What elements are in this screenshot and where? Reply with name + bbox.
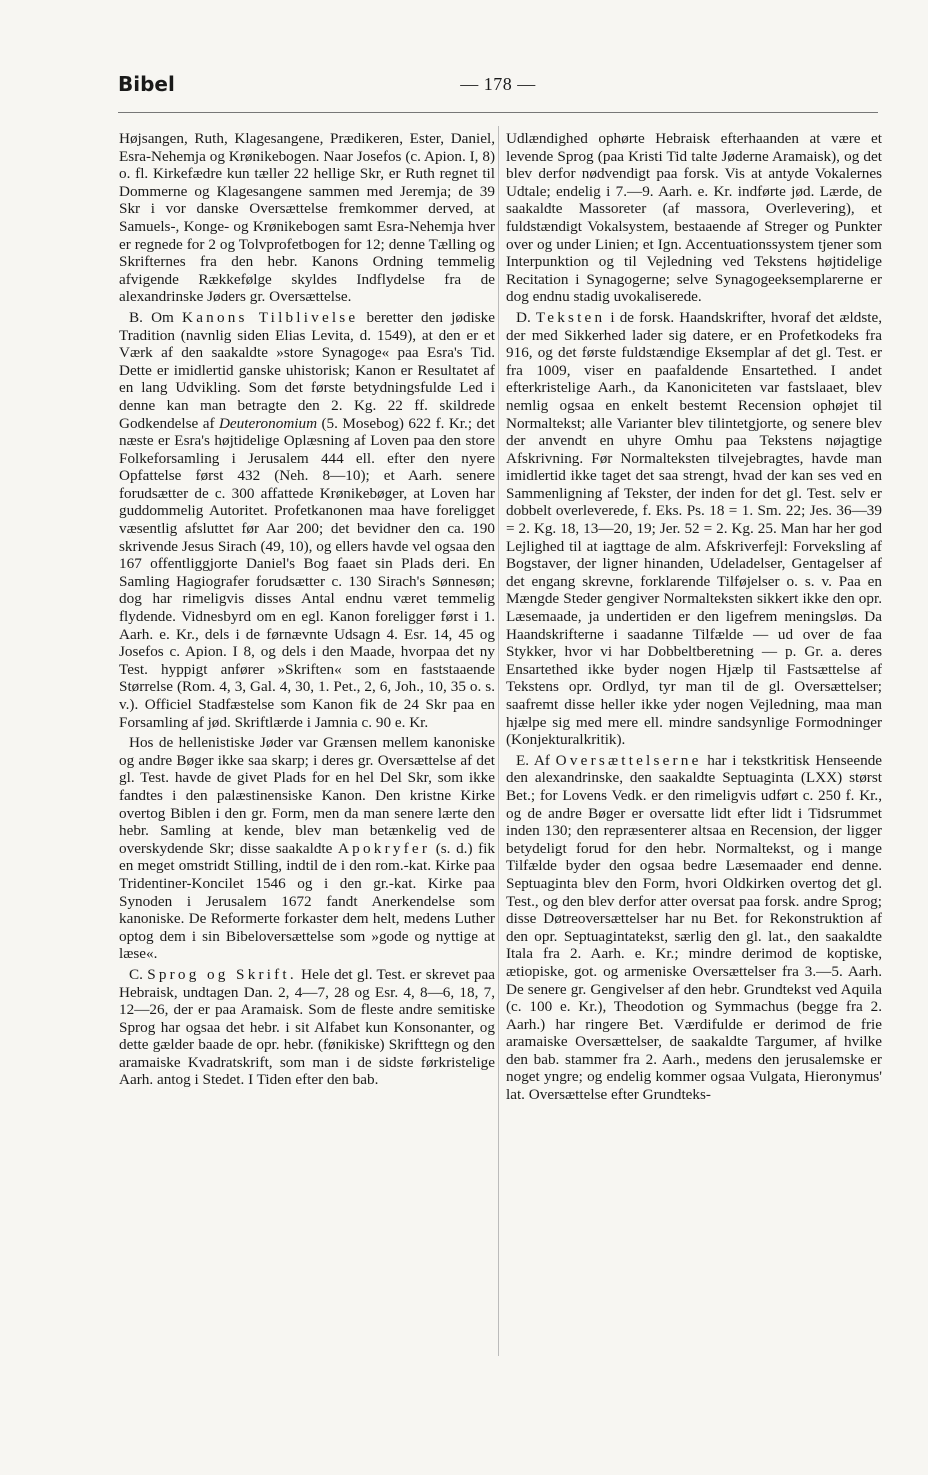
column-divider: [498, 126, 499, 1356]
header-keyword: Bibel: [118, 72, 175, 96]
italic-term: Deuteronomium: [218, 414, 318, 432]
section-label: C.: [129, 965, 143, 983]
paragraph-text: Hele det gl. Test. er skrevet paa Hebraisk, undtagen Dan. 2, 4—7, 28 og Esr. 4, 8—6, 18, 7, 12—26, der er paa Aramaisk. Som de fleste andre semitiske Sprog har ogsaa det hebr. i sit Alfabet kun Konsonanter, og dette gælder baade de opr. hebr. (fønikiske) Skrifttegn og den aramaiske Kvadratskrift, som man i de sidste førkristelige Aarh. antog i Stedet. I Tiden efter den bab.: [119, 965, 495, 1089]
paragraph-text: (s. d.) fik en meget omstridt Stilling, indtil de i den rom.-kat. Kirke paa Tridentiner-Koncilet 1546 og i den gr.-kat. Kirke paa Synoden i Jerusalem 1672 fandt Anerkendelse som kanoniske. De Reformerte forkaster dem helt, medens Luther optog dem i sin Bibeloversættelse som »gode og nyttige at læse«.: [119, 839, 495, 963]
section-heading: Oversættelserne: [555, 751, 702, 769]
paragraph-text: (5. Mosebog) 622 f. Kr.; det næste er Esra's højtidelige Oplæsning af Loven paa den store Folkeforsamling i Jerusalem 444 ell. efter den nyere Opfattelse først 432 (Neh. 8—10); et Aarh. senere forudsætter de c. 300 affattede Krønikebøger, at Loven har guddommelig Autoritet. Profetkanonen maa have foreligget væsentlig afsluttet før Aar 200; det bevidner den ca. 190 skrivende Jesus Sirach (49, 10), og ellers havde vel ogsaa den 167 offentliggjorte Daniel's Bog faaet sin Plads deri. En Samling Hagiografer forudsætter c. 130 Sirach's Sønnesøn; dog har rimeligvis disses Antal endnu været temmelig flydende. Vidnesbyrd om en egl. Kanon foreligger først i 1. Aarh. e. Kr., dels i de førnævnte Udsagn 4. Esr. 14, 45 og Josefos c. Apion. I 8, og dels i den Maade, hvorpaa det ny Test. hyppigt anfører »Skriften« som en faststaaende Størrelse (Rom. 4, 3, Gal. 4, 30, 1. Pet., 2, 6, Joh., 10, 35 o. s. v.). Officiel Stadfæstelse som Kanon fik de 24 Skr paa en Forsamling af jød. Skriftlærde i Jamnia c. 90 e. Kr.: [119, 414, 495, 731]
section-label: B. Om: [129, 308, 174, 326]
paragraph: [506, 130, 882, 306]
right-column: [506, 130, 882, 1450]
header-rule: [118, 112, 878, 113]
section-label: E. Af: [516, 751, 550, 769]
section-label: D.: [516, 308, 531, 326]
paragraph-text: Højsangen, Ruth, Klagesangene, Prædikeren, Ester, Daniel, Esra-Nehemja og Krønikebogen. Naar Josefos (c. Apion. I, 8) o. fl. Kirkefædre kun tæller 22 hellige Skr, er Ruth regnet til Dommerne og Klagesangene sammen med Jeremja; de 39 Skr i vor danske Oversættelse fremkommer derved, at Samuels-, Konge- og Krønikebogen samt Esra-Nehemja hver er regnede for 2 og Tolvprofetbogen for 12; denne Tælling og Skrifternes fra den hebr. Kanons Ordning temmelig afvigende Rækkefølge skyldes Indflydelse fra de alexandrinske Jøders gr. Oversættelse.: [119, 130, 495, 306]
paragraph-section-d: [506, 309, 882, 749]
paragraph-text: har i tekstkritisk Henseende den alexandrinske, den saakaldte Septuaginta (LXX) størst Bet.; for Lovens Vedk. er den rimeligvis udført c. 250 f. Kr., og de andre Bøger er oversatte lidt efter lidt i Tidsrummet inden 130; den repræsenterer altsaa en Recension, der ligger betydeligt forud for den hebr. Normaltekst, og i mange Tilfælde byder den ogsaa bedre Læsemaader end denne. Septuaginta blev den Form, hvori Oldkirken overtog det gl. Test., og den blev derfor atter oversat paa forsk. andre Sprog; disse Døtreoversættelser har nu Bet. for Rekonstruktion af den opr. Septuagintatekst, særlig den gl. lat., den saakaldte Itala fra 2. Aarh. e. Kr.; mindre derimod de koptiske, ætiopiske, got. og armeniske Oversættelser fra 3.—5. Aarh. De senere gr. Gengivelser af den hebr. Grundtekst ved Aquila (c. 100 e. Kr.), Theodotion og Symmachus (begge fra 2. Aarh.) har ringere Bet. Værdifulde er derimod de frie aramaiske Oversættelser, de saakaldte Targumer, af hvilke den bab. stammer fra 2. Aarh., medens den jerusalemske er noget yngre; og endelig kommer ogsaa Vulgata, Hieronymus' lat. Oversættelse efter Grundteks-: [506, 751, 882, 1104]
section-heading: Kanons Tilblivelse: [182, 308, 359, 326]
running-header: [118, 72, 878, 102]
section-heading: Sprog og Skrift.: [147, 965, 297, 983]
paragraph: [119, 130, 495, 306]
paragraph-text: Hos de hellenistiske Jøder var Grænsen mellem kanoniske og andre Bøger ikke saa skarp; i deres gr. Oversættelse af det gl. Test. havde de givet Plads for en hel Del Skr, som ikke fandtes i den palæstinensiske Kanon. Den kristne Kirke overtog Biblen i den gr. Form, men da man senere lærte den hebr. Samling at kende, blev man betænkelig ved de overskydende Skr; disse saakaldte: [119, 734, 495, 857]
page-number: — 178 —: [460, 74, 536, 94]
paragraph-section-e: [506, 752, 882, 1104]
paragraph: [119, 734, 495, 963]
section-heading: Teksten: [535, 308, 606, 326]
paragraph-text: beretter den jødiske Tradition (navnlig siden Elias Levita, d. 1549), at den er et Værk af den saakaldte »store Synagoge« paa Esra's Tid. Dette er imidlertid ganske uhistorisk; Kanon er Resultatet af en lang Udvikling. Som det første betydningsfulde Led i denne kan man betragte den 2. Kg. 22 ff. skildrede Godkendelse af: [119, 308, 495, 432]
spaced-term: Apokryfer: [338, 839, 431, 857]
paragraph-text: Udlændighed ophørte Hebraisk efterhaanden at være et levende Sprog (paa Kristi Tid talte Jøderne Aramaisk), og det blev derfor nødvendigt paa forsk. Vis at antyde Vokalernes Udtale; endelig i 7.—9. Aarh. e. Kr. indførte jød. Lærde, de saakaldte Massoreter (af massora, Overlevering), et fuldstændigt Vokalsystem, bestaaende af Streger og Punkter over og under Linien; et Ign. Accentuationssystem tjener som Interpunktion og til Vejledning ved Tekstens højtidelige Recitation i Synagogerne; selve Synagogeeksemplarerne er dog endnu stadig uvokaliserede.: [506, 130, 882, 306]
left-column: [119, 130, 495, 1450]
paragraph-section-c: [119, 966, 495, 1089]
paragraph-section-b: [119, 309, 495, 731]
paragraph-text: i de forsk. Haandskrifter, hvoraf det ældste, der med Sikkerhed lader sig datere, er en Profetkodeks fra 916, og det første fuldstændige Eksemplar af det gl. Test. er fra 1009, viser en paafaldende Ensartethed. I andet efterkristelige Aarh., da Kanoniciteten var fastslaaet, blev nemlig ogsaa en enkelt bestemt Recension ophøjet til Normaltekst; alle Varianter blev tilintetgjorte, og senere blev der anvendt en uhyre Omhu paa Tekstens nøjagtige Afskrivning. Før Normalteksten tilvejebragtes, havde man imidlertid ikke taget det saa strengt, hvad der kan ses ved en Sammenligning af Tekster, der inden for det gl. Test. selv er dobbelt overleverede, f. Eks. Ps. 18 = 1. Sm. 22; Jes. 36—39 = 2. Kg. 18, 13—20, 19; Jer. 52 = 2. Kg. 25. Man har her god Lejlighed til at iagttage de alm. Afskriverfejl: Forveksling af Bogstaver, der ligner hinanden, Udeladelser, Gentagelser af det engang skrevne, forklarende Tilføjelser o. s. v. Paa en Mængde Steder gengiver Normalteksten sikkert ikke den opr. Læsemaade, ja undertiden er den ligefrem meningsløs. Da Haandskrifterne i saadanne Tilfælde — ud over de faa Stykker, hvor vi har Dobbeltberetning — p. Gr. a. deres Ensartethed ikke byder nogen Hjælp til Fastsættelse af Tekstens opr. Ordlyd, tyr man til de gl. Oversættelser; saafremt disse heller ikke yder nogen Vejledning, maa man hjælpe sig med mere ell. mindre sandsynlige Formodninger (Konjekturalkritik).: [506, 308, 882, 749]
